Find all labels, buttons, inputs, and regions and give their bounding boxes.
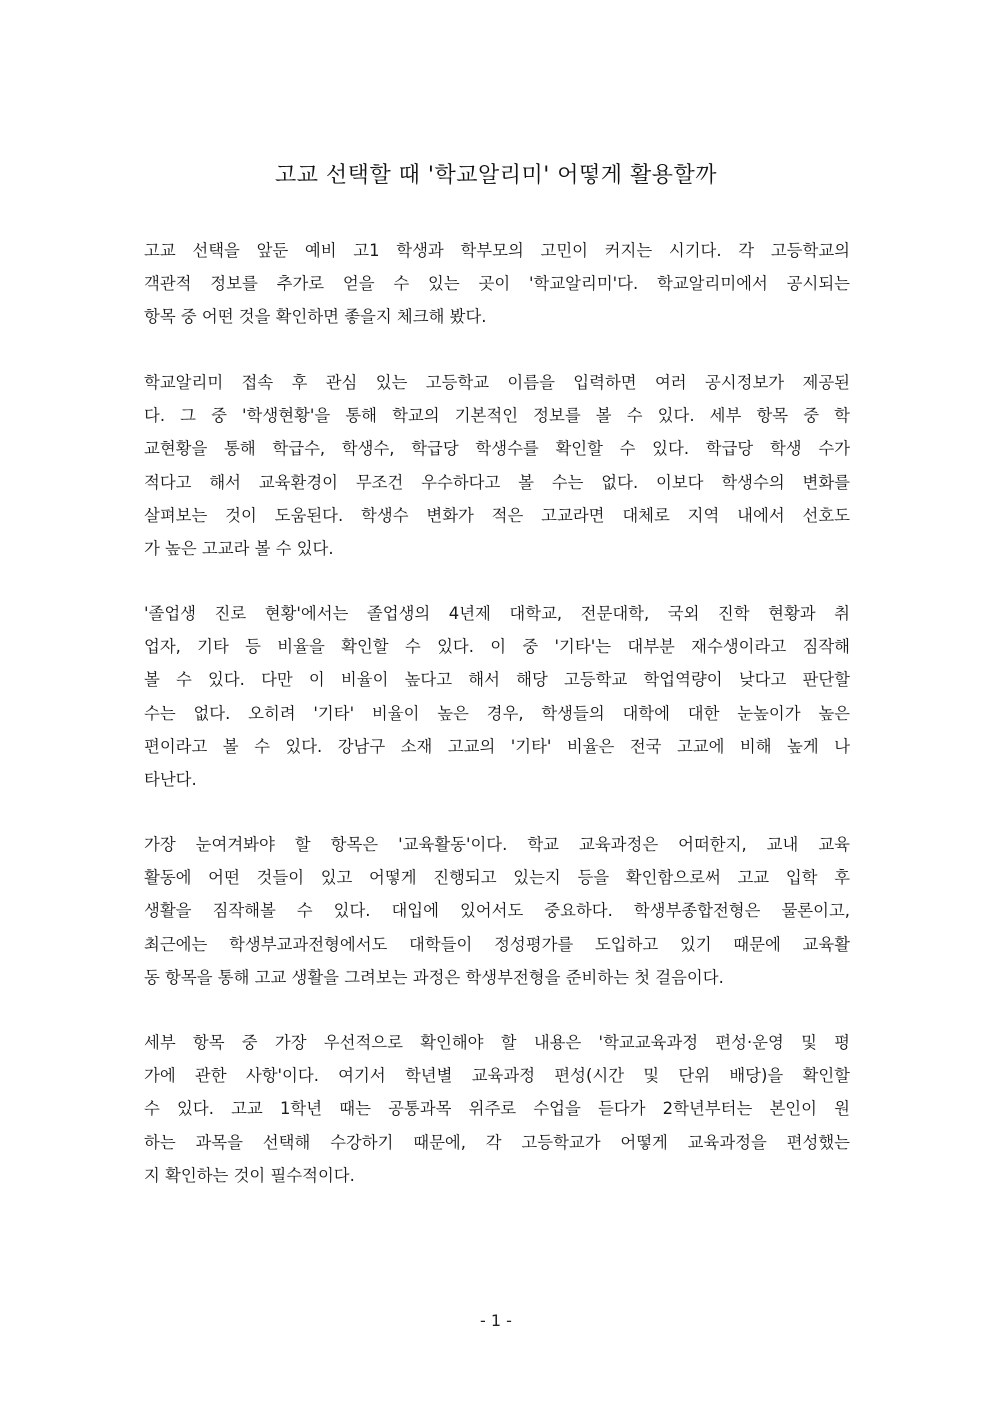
paragraph-line: 가장 눈여겨봐야 할 항목은 '교육활동'이다. 학교 교육과정은 어떠한지, 교내 교육: [144, 835, 850, 854]
paragraph-line: 하는 과목을 선택해 수강하기 때문에, 각 고등학교가 어떻게 교육과정을 편성했는: [144, 1132, 850, 1152]
paragraph-line: 활동에 어떤 것들이 있고 어떻게 진행되고 있는지 등을 확인함으로써 고교 입학 후: [144, 868, 850, 888]
paragraph-line: 동 항목을 통해 고교 생활을 그려보는 과정은 학생부전형을 준비하는 첫 걸음이다.: [144, 967, 724, 987]
paragraph-5: [144, 1026, 850, 1192]
paragraph-line: 적다고 해서 교육환경이 무조건 우수하다고 볼 수는 없다. 이보다 학생수의 변화를: [144, 472, 850, 492]
paragraph-line: 수 있다. 고교 1학년 때는 공통과목 위주로 수업을 듣다가 2학년부터는 본인이 원: [144, 1099, 850, 1119]
document-title: 고교 선택할 때 '학교알리미' 어떻게 활용할까: [274, 163, 718, 188]
paragraph-line: 볼 수 있다. 다만 이 비율이 높다고 해서 해당 고등학교 학업역량이 낮다고 판단할: [144, 670, 850, 690]
paragraph-line: 학교알리미 접속 후 관심 있는 고등학교 이름을 입력하면 여러 공시정보가 제공된: [144, 373, 850, 392]
page-number: - 1 -: [480, 1311, 512, 1330]
paragraph-2: [144, 366, 850, 565]
paragraph-line: 생활을 짐작해볼 수 있다. 대입에 있어서도 중요하다. 학생부종합전형은 물론이고,: [144, 901, 850, 921]
paragraph-1: [144, 234, 850, 334]
paragraph-4: [144, 828, 850, 994]
paragraph-line: 항목 중 어떤 것을 확인하면 좋을지 체크해 봤다.: [144, 307, 487, 327]
paragraph-line: 가에 관한 사항'이다. 여기서 학년별 교육과정 편성(시간 및 단위 배당)을 확인할: [144, 1066, 850, 1086]
paragraph-line: 지 확인하는 것이 필수적이다.: [144, 1165, 355, 1185]
paragraph-line: 최근에는 학생부교과전형에서도 대학들이 정성평가를 도입하고 있기 때문에 교육활: [144, 934, 850, 954]
paragraph-line: 다. 그 중 '학생현황'을 통해 학교의 기본적인 정보를 볼 수 있다. 세부 항목 중 학: [144, 406, 850, 426]
paragraph-line: 살펴보는 것이 도움된다. 학생수 변화가 적은 고교라면 대체로 지역 내에서 선호도: [144, 505, 850, 525]
paragraph-line: 세부 항목 중 가장 우선적으로 확인해야 할 내용은 '학교교육과정 편성·운영 및 평: [144, 1033, 850, 1052]
paragraph-line: 편이라고 볼 수 있다. 강남구 소재 고교의 '기타' 비율은 전국 고교에 비해 높게 나: [144, 736, 850, 756]
paragraph-line: 타난다.: [144, 769, 197, 789]
paragraph-line: '졸업생 진로 현황'에서는 졸업생의 4년제 대학교, 전문대학, 국외 진학 현황과 취: [144, 604, 850, 623]
paragraph-line: 업자, 기타 등 비율을 확인할 수 있다. 이 중 '기타'는 대부분 재수생이라고 짐작해: [144, 637, 850, 657]
paragraph-line: 고교 선택을 앞둔 예비 고1 학생과 학부모의 고민이 커지는 시기다. 각 고등학교의: [144, 241, 850, 260]
paragraph-line: 객관적 정보를 추가로 얻을 수 있는 곳이 '학교알리미'다. 학교알리미에서 공시되는: [144, 274, 850, 294]
paragraph-line: 수는 없다. 오히려 '기타' 비율이 높은 경우, 학생들의 대학에 대한 눈높이가 높은: [144, 703, 850, 723]
paragraph-3: [144, 597, 850, 796]
paragraph-line: 가 높은 고교라 볼 수 있다.: [144, 538, 334, 558]
paragraph-line: 교현황을 통해 학급수, 학생수, 학급당 학생수를 확인할 수 있다. 학급당 학생 수가: [144, 439, 850, 459]
